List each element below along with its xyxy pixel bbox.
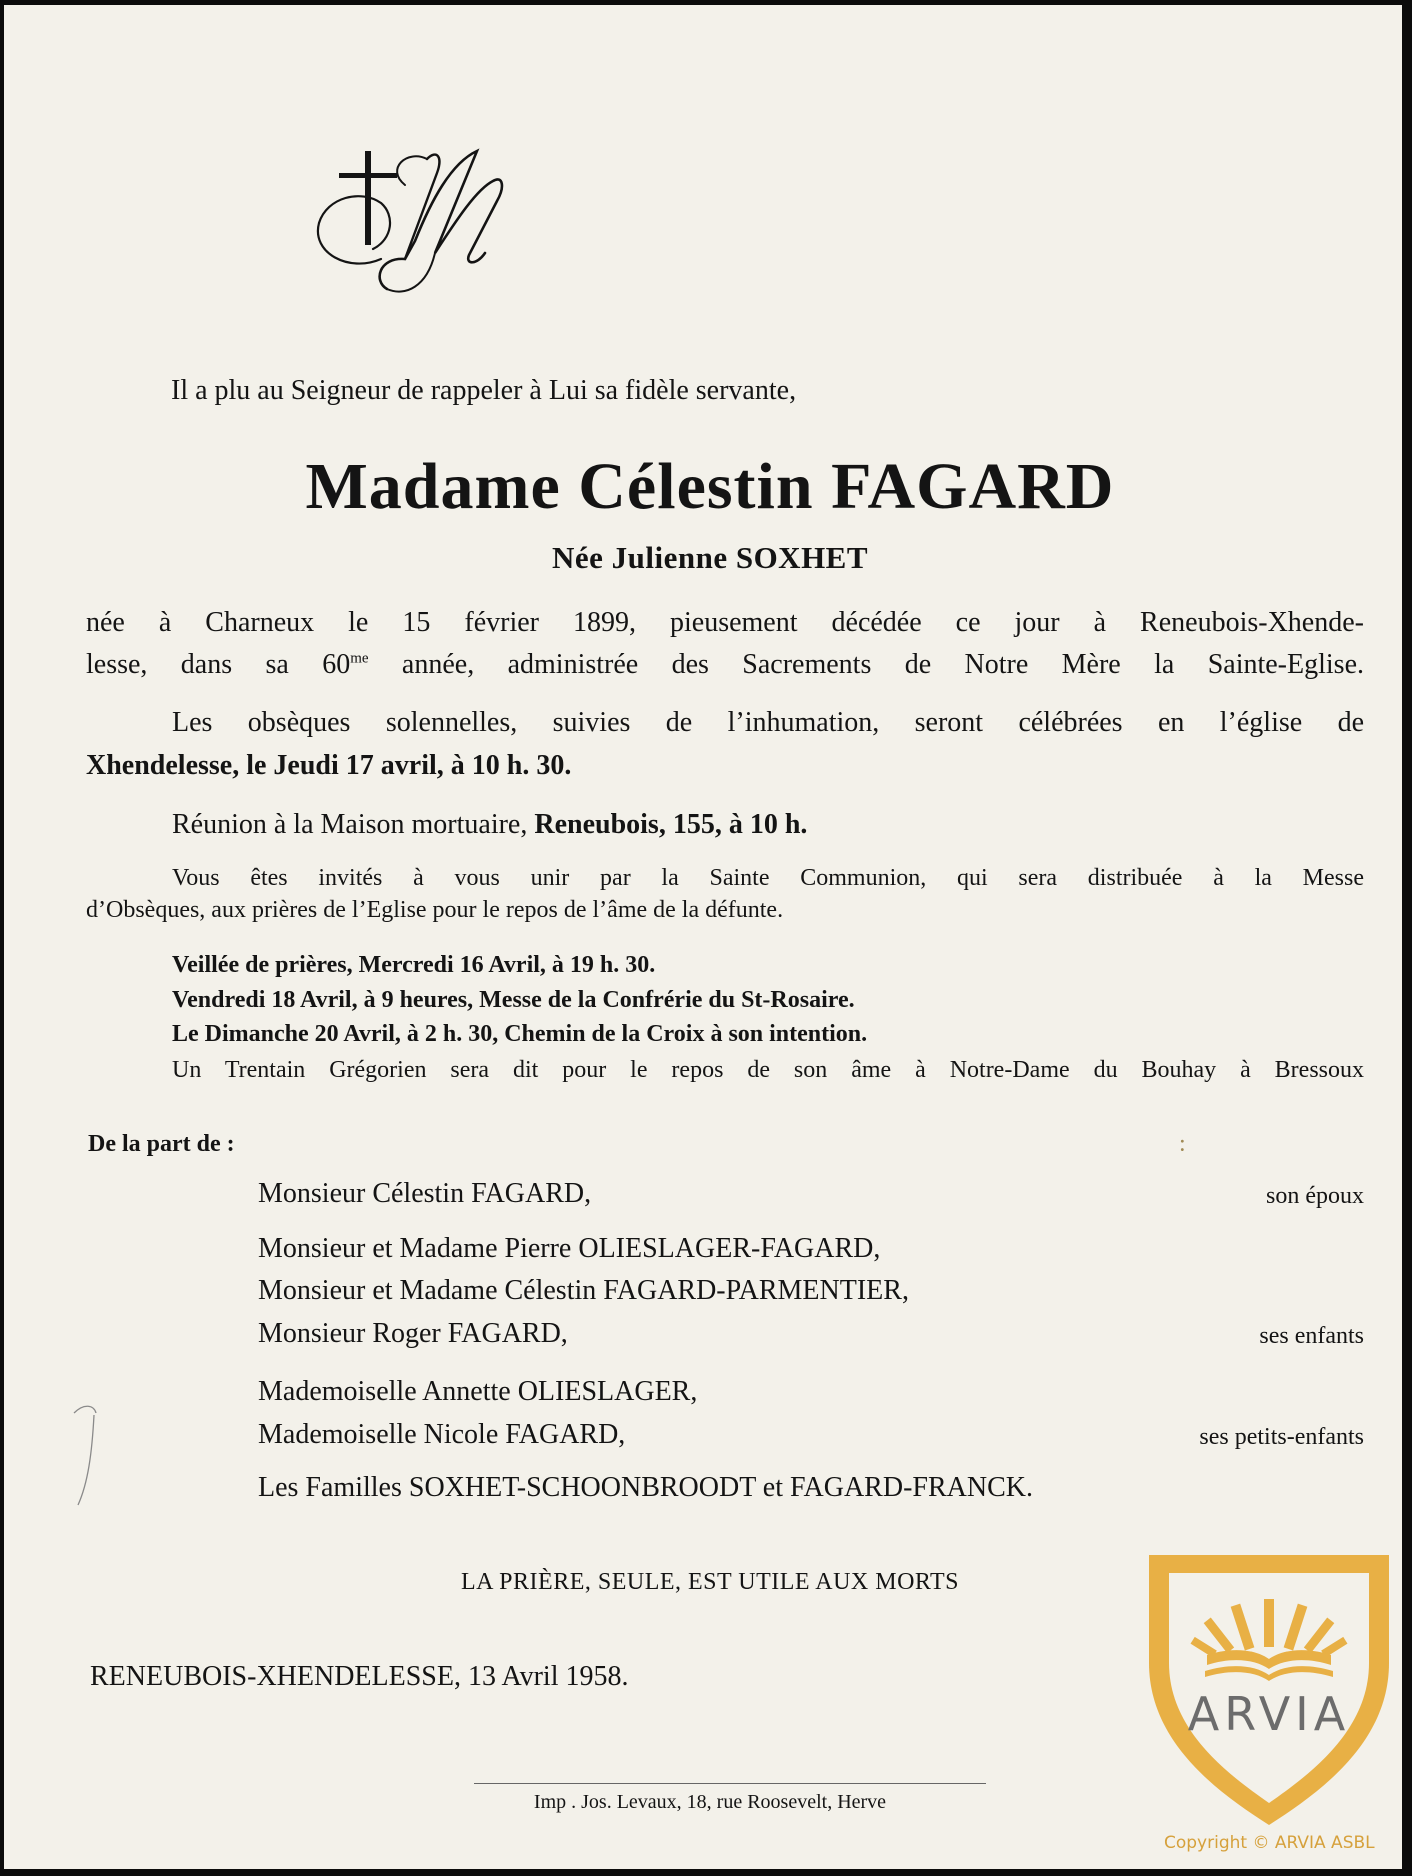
divider [474,1783,986,1784]
schedule-item: Vendredi 18 Avril, à 9 heures, Messe de la Confrérie du St-Rosaire. [172,987,855,1013]
mourning-card [4,5,1402,1869]
stray-mark: : [1179,1131,1186,1157]
family-intro: De la part de : [88,1131,235,1157]
birth-death-line-1: née à Charneux le 15 février 1899, pieusement décédée ce jour à Reneubois-Xhende- [86,607,1364,638]
trentain-line: Un Trentain Grégorien sera dit pour le repos de son âme à Notre-Dame du Bouhay à Bressoux [172,1057,1364,1083]
cross-monogram-icon [309,141,569,301]
place-date: RENEUBOIS-XHENDELESSE, 13 Avril 1958. [90,1661,629,1692]
grandchildren-role: ses petits-enfants [1199,1424,1364,1450]
printer-credit: Imp . Jos. Levaux, 18, rue Roosevelt, Herve [533,1791,887,1813]
child-name: Monsieur et Madame Pierre OLIESLAGER-FAGARD, [258,1233,881,1264]
ordinal-suffix: me [350,650,369,667]
child-name: Monsieur Roger FAGARD, [258,1318,568,1349]
families-line: Les Familles SOXHET-SCHOONBROODT et FAGARD-FRANCK. [258,1472,1033,1503]
communion-line-2: d’Obsèques, aux prières de l’Eglise pour le repos de l’âme de la défunte. [86,897,784,923]
gathering-line: Réunion à la Maison mortuaire, Reneubois, 155, à 10 h. [172,809,808,840]
pencil-mark [72,1393,112,1513]
funeral-line-1: Les obsèques solennelles, suivies de l’inhumation, seront célébrées en l’église de [172,707,1364,738]
grandchild-name: Mademoiselle Nicole FAGARD, [258,1419,626,1450]
arvia-logo-text: ARVIA [1187,1687,1351,1741]
child-name: Monsieur et Madame Célestin FAGARD-PARMENTIER, [258,1275,909,1306]
schedule-item: Veillée de prières, Mercredi 16 Avril, à 19 h. 30. [172,952,656,978]
motto: LA PRIÈRE, SEULE, EST UTILE AUX MORTS [461,1569,959,1595]
maiden-name: Née Julienne SOXHET [551,540,869,575]
spouse-role: son époux [1266,1183,1364,1209]
schedule-item: Le Dimanche 20 Avril, à 2 h. 30, Chemin de la Croix à son intention. [172,1021,868,1047]
cross-horizontal [339,173,397,178]
communion-line-1: Vous êtes invités à vous unir par la Sainte Communion, qui sera distribuée à la Messe [172,865,1364,891]
deceased-name: Madame Célestin FAGARD [305,450,1115,523]
children-role: ses enfants [1259,1323,1364,1349]
spouse-name: Monsieur Célestin FAGARD, [258,1178,592,1209]
grandchild-name: Mademoiselle Annette OLIESLAGER, [258,1376,698,1407]
intro-line: Il a plu au Seigneur de rappeler à Lui sa fidèle servante, [171,375,797,406]
copyright-notice: Copyright © ARVIA ASBL [1164,1833,1375,1853]
birth-death-line-2: lesse, dans sa $60^{me}$ année, administrée des Sacrements de Notre Mère la Sainte-Eglise. [86,649,1364,680]
funeral-line-2: Xhendelesse, le Jeudi 17 avril, à 10 h. 30. [86,750,572,781]
